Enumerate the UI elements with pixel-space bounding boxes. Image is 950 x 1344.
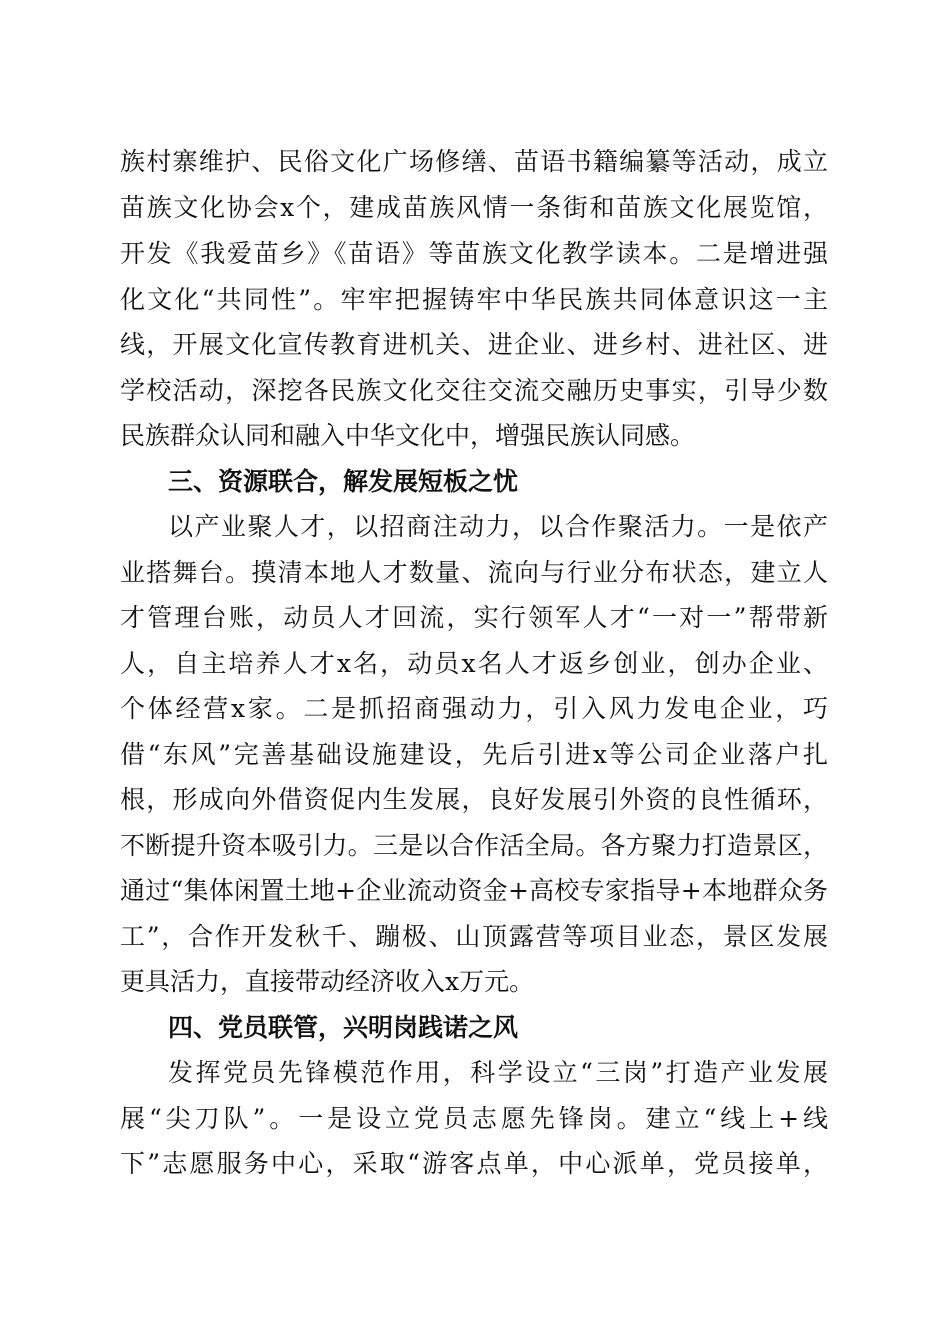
body-text-line: 根，形成向外借资促内生发展，良好发展引外资的良性循环， [120, 785, 828, 814]
body-text-line: 化文化“共同性”。牢牢把握铸牢中华民族共同体意识这一主 [120, 285, 828, 314]
body-text-line: 苗族文化协会x个，建成苗族风情一条街和苗族文化展览馆， [120, 193, 828, 222]
body-text-line: 借“东风”完善基础设施建设，先后引进x等公司企业落户扎 [120, 740, 828, 769]
body-text-line: 不断提升资本吸引力。三是以合作活全局。各方聚力打造景区， [120, 831, 828, 860]
body-text-line: 开发《我爱苗乡》《苗语》等苗族文化教学读本。二是增进强 [120, 239, 828, 268]
body-text-line: 民族群众认同和融入中华文化中，增强民族认同感。 [120, 421, 696, 450]
body-text-line: 工”，合作开发秋千、蹦极、山顶露营等项目业态，景区发展 [120, 922, 828, 951]
body-text-line: 线，开展文化宣传教育进机关、进企业、进乡村、进社区、进 [120, 330, 828, 359]
body-text-line: 展“尖刀队”。一是设立党员志愿先锋岗。建立“线上+线 [120, 1104, 828, 1133]
body-text-line: 通过“集体闲置土地+企业流动资金+高校专家指导+本地群众务 [120, 876, 828, 905]
body-text-line: 人，自主培养人才x名，动员x名人才返乡创业，创办企业、 [120, 649, 828, 678]
body-text-line: 族村寨维护、民俗文化广场修缮、苗语书籍编纂等活动，成立 [120, 147, 828, 176]
body-text-line: 下”志愿服务中心，采取“游客点单，中心派单，党员接单， [120, 1149, 828, 1178]
body-text-line: 业搭舞台。摸清本地人才数量、流向与行业分布状态，建立人 [120, 558, 828, 587]
section-heading-4: 四、党员联管，兴明岗践诺之风 [168, 1013, 519, 1042]
paragraph-first-line: 以产业聚人才，以招商注动力，以合作聚活力。一是依产 [168, 512, 828, 541]
section-heading-3: 三、资源联合，解发展短板之忧 [168, 467, 519, 496]
body-text-line: 更具活力，直接带动经济收入x万元。 [120, 967, 535, 996]
body-text-line: 才管理台账，动员人才回流，实行领军人才“一对一”帮带新 [120, 603, 828, 632]
body-text-line: 个体经营x家。二是抓招商强动力，引入风力发电企业，巧 [120, 694, 828, 723]
paragraph-first-line: 发挥党员先锋模范作用，科学设立“三岗”打造产业发展 [168, 1058, 828, 1087]
body-text-line: 学校活动，深挖各民族文化交往交流交融历史事实，引导少数 [120, 376, 828, 405]
